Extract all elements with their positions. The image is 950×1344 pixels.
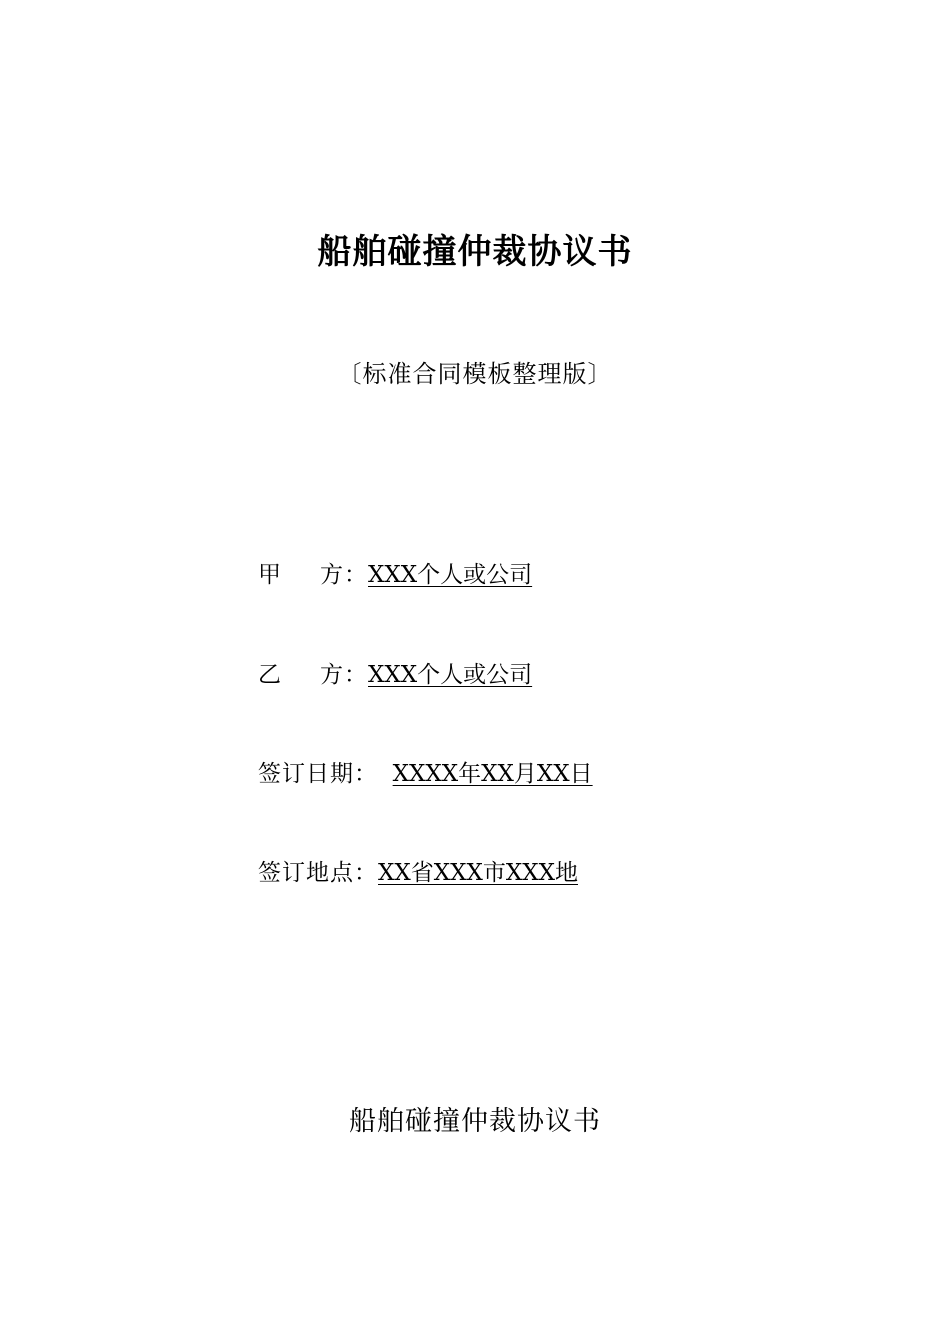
party-a-value: XXX个人或公司	[368, 562, 533, 588]
sign-place-label: 签订地点：	[258, 860, 378, 886]
party-a-label-end: 方：	[320, 562, 368, 588]
body-title: 船舶碰撞仲裁协议书	[349, 1106, 601, 1137]
document-title: 船舶碰撞仲裁协议书	[317, 232, 633, 272]
party-b-field	[258, 658, 620, 692]
party-b-value: XXX个人或公司	[368, 662, 533, 688]
sign-place-field	[258, 856, 593, 890]
party-b-label-end: 方：	[320, 662, 368, 688]
party-a-label	[258, 558, 368, 592]
document-subtitle: 〔标准合同模板整理版〕	[337, 360, 613, 388]
sign-date-field	[258, 757, 629, 791]
party-b-label-start: 乙	[258, 662, 282, 688]
party-b-label	[258, 658, 368, 692]
sign-place-value: XX省XXX市XXX地	[378, 860, 578, 886]
sign-date-label: 签订日期：	[258, 761, 378, 787]
party-a-field	[258, 558, 620, 592]
party-a-label-start: 甲	[258, 562, 282, 588]
sign-date-value: XXXX年XX月XX日	[392, 761, 593, 787]
